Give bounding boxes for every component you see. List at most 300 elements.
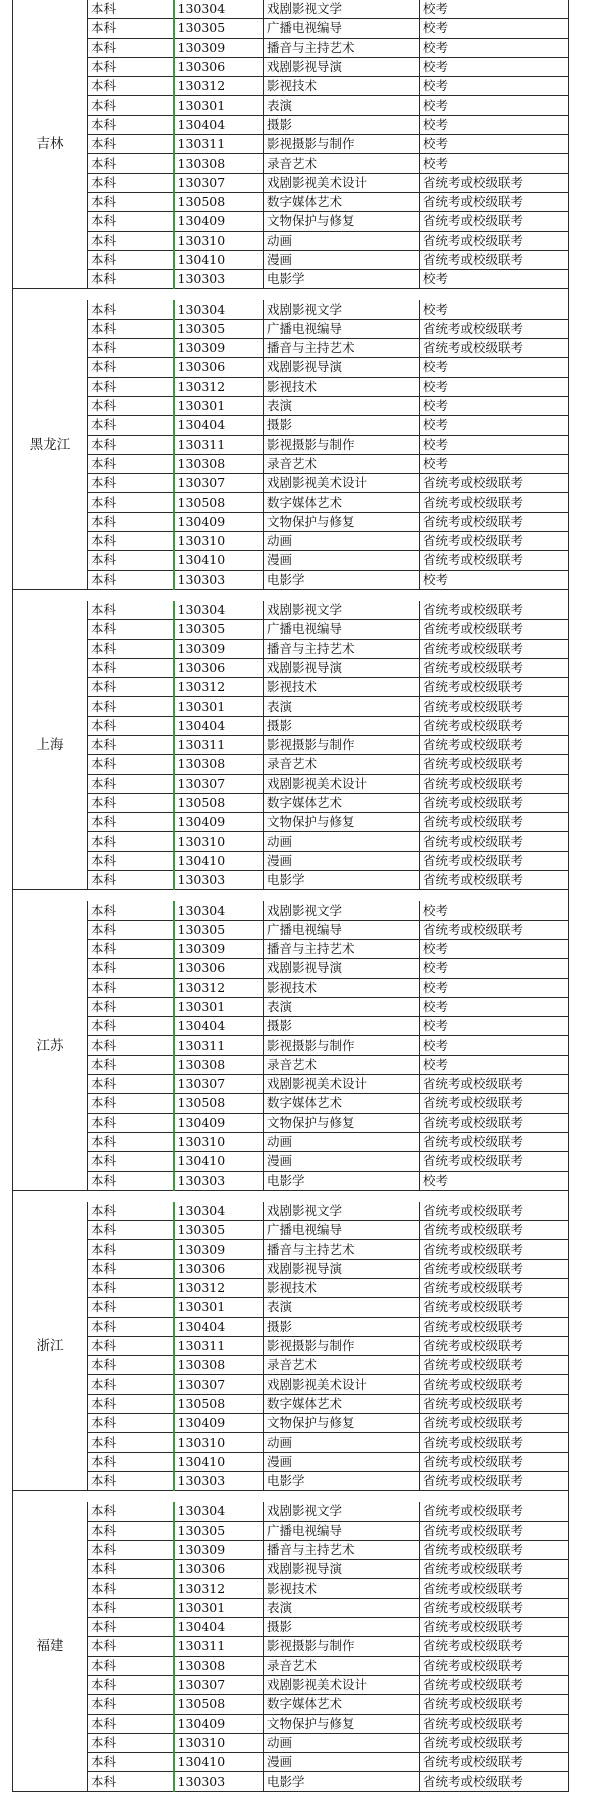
- table-row: [13, 1075, 569, 1094]
- level-cell: 本科: [88, 173, 174, 192]
- table-row: [13, 1336, 569, 1355]
- table-row: [13, 1036, 569, 1055]
- level-cell: 本科: [88, 1714, 174, 1733]
- level-cell: 本科: [88, 1298, 174, 1317]
- level-cell: 本科: [88, 512, 174, 531]
- exam-type-cell: 省统考或校级联考: [420, 1259, 569, 1278]
- table-row: [13, 1356, 569, 1375]
- level-cell: 本科: [88, 212, 174, 231]
- level-cell: 本科: [88, 57, 174, 76]
- table-row: [13, 377, 569, 396]
- level-cell: 本科: [88, 532, 174, 551]
- table-row: [13, 1094, 569, 1113]
- exam-type-cell: 省统考或校级联考: [420, 532, 569, 551]
- code-cell: 130310: [174, 1733, 264, 1752]
- major-name-cell: 漫画: [264, 250, 420, 269]
- table-row: [13, 212, 569, 231]
- level-cell: 本科: [88, 1521, 174, 1540]
- exam-type-cell: 校考: [420, 38, 569, 57]
- exam-type-cell: 省统考或校级联考: [420, 512, 569, 531]
- exam-type-cell: 省统考或校级联考: [420, 1113, 569, 1132]
- major-name-cell: 影视摄影与制作: [264, 1637, 420, 1656]
- level-cell: 本科: [88, 319, 174, 338]
- code-cell: 130305: [174, 1521, 264, 1540]
- major-name-cell: 戏剧影视导演: [264, 959, 420, 978]
- level-cell: 本科: [88, 1279, 174, 1298]
- level-cell: 本科: [88, 135, 174, 154]
- table-row: [13, 1152, 569, 1171]
- table-row: [13, 1375, 569, 1394]
- major-name-cell: 录音艺术: [264, 154, 420, 173]
- exam-type-cell: 省统考或校级联考: [420, 1317, 569, 1336]
- exam-type-cell: 校考: [420, 416, 569, 435]
- exam-type-cell: 省统考或校级联考: [420, 192, 569, 211]
- exam-type-cell: 省统考或校级联考: [420, 1452, 569, 1471]
- region-separator: [13, 589, 569, 601]
- exam-type-cell: 省统考或校级联考: [420, 1733, 569, 1752]
- major-name-cell: 广播电视编导: [264, 319, 420, 338]
- major-name-cell: 戏剧影视文学: [264, 901, 420, 920]
- major-name-cell: 文物保护与修复: [264, 1414, 420, 1433]
- exam-type-cell: 校考: [420, 154, 569, 173]
- code-cell: 130310: [174, 532, 264, 551]
- major-name-cell: 播音与主持艺术: [264, 639, 420, 658]
- level-cell: 本科: [88, 377, 174, 396]
- major-name-cell: 电影学: [264, 1471, 420, 1490]
- exam-type-cell: 省统考或校级联考: [420, 735, 569, 754]
- level-cell: 本科: [88, 454, 174, 473]
- level-cell: 本科: [88, 1336, 174, 1355]
- table-row: [13, 1618, 569, 1637]
- table-row: [13, 959, 569, 978]
- level-cell: 本科: [88, 1317, 174, 1336]
- level-cell: 本科: [88, 154, 174, 173]
- level-cell: 本科: [88, 755, 174, 774]
- code-cell: 130404: [174, 1618, 264, 1637]
- exam-type-cell: 校考: [420, 901, 569, 920]
- code-cell: 130404: [174, 716, 264, 735]
- exam-type-cell: 省统考或校级联考: [420, 1714, 569, 1733]
- table-row: [13, 1279, 569, 1298]
- major-name-cell: 戏剧影视文学: [264, 1202, 420, 1221]
- level-cell: 本科: [88, 620, 174, 639]
- major-name-cell: 戏剧影视美术设计: [264, 173, 420, 192]
- table-row: [13, 1695, 569, 1714]
- level-cell: 本科: [88, 658, 174, 677]
- exam-type-cell: 校考: [420, 115, 569, 134]
- level-cell: 本科: [88, 1656, 174, 1675]
- table-row: [13, 57, 569, 76]
- code-cell: 130307: [174, 1075, 264, 1094]
- major-name-cell: 数字媒体艺术: [264, 1094, 420, 1113]
- level-cell: 本科: [88, 716, 174, 735]
- table-row: [13, 319, 569, 338]
- code-cell: 130308: [174, 154, 264, 173]
- level-cell: 本科: [88, 1375, 174, 1394]
- exam-type-cell: 省统考或校级联考: [420, 1772, 569, 1791]
- major-name-cell: 摄影: [264, 1017, 420, 1036]
- major-name-cell: 录音艺术: [264, 1656, 420, 1675]
- exam-type-cell: 省统考或校级联考: [420, 832, 569, 851]
- level-cell: 本科: [88, 38, 174, 57]
- major-name-cell: 数字媒体艺术: [264, 793, 420, 812]
- exam-type-cell: 省统考或校级联考: [420, 678, 569, 697]
- exam-type-cell: 校考: [420, 978, 569, 997]
- level-cell: 本科: [88, 435, 174, 454]
- level-cell: 本科: [88, 358, 174, 377]
- code-cell: 130305: [174, 19, 264, 38]
- table-row: [13, 658, 569, 677]
- code-cell: 130305: [174, 620, 264, 639]
- major-name-cell: 录音艺术: [264, 1356, 420, 1375]
- level-cell: 本科: [88, 570, 174, 589]
- exam-type-cell: 省统考或校级联考: [420, 1471, 569, 1490]
- table-row: [13, 154, 569, 173]
- table-row: [13, 1394, 569, 1413]
- major-name-cell: 影视技术: [264, 678, 420, 697]
- table-row: [13, 270, 569, 289]
- table-row: [13, 339, 569, 358]
- code-cell: 130305: [174, 1221, 264, 1240]
- code-cell: 130307: [174, 1375, 264, 1394]
- code-cell: 130311: [174, 1336, 264, 1355]
- exam-type-cell: 省统考或校级联考: [420, 493, 569, 512]
- major-name-cell: 戏剧影视导演: [264, 1259, 420, 1278]
- code-cell: 130308: [174, 1356, 264, 1375]
- table-row: [13, 454, 569, 473]
- code-cell: 130409: [174, 813, 264, 832]
- code-cell: 130409: [174, 512, 264, 531]
- major-name-cell: 动画: [264, 231, 420, 250]
- code-cell: 130311: [174, 1637, 264, 1656]
- major-name-cell: 戏剧影视导演: [264, 358, 420, 377]
- code-cell: 130304: [174, 1202, 264, 1221]
- exam-type-cell: 省统考或校级联考: [420, 1560, 569, 1579]
- major-name-cell: 数字媒体艺术: [264, 1394, 420, 1413]
- major-name-cell: 戏剧影视导演: [264, 1560, 420, 1579]
- region-separator: [13, 1190, 569, 1202]
- level-cell: 本科: [88, 1394, 174, 1413]
- level-cell: 本科: [88, 1055, 174, 1074]
- table-row: [13, 1579, 569, 1598]
- major-name-cell: 表演: [264, 396, 420, 415]
- exam-type-cell: 校考: [420, 454, 569, 473]
- table-row: [13, 512, 569, 531]
- table-row: [13, 1202, 569, 1221]
- major-name-cell: 影视技术: [264, 978, 420, 997]
- table-row: [13, 19, 569, 38]
- table-row: [13, 755, 569, 774]
- code-cell: 130306: [174, 658, 264, 677]
- exam-type-cell: 省统考或校级联考: [420, 1356, 569, 1375]
- level-cell: 本科: [88, 396, 174, 415]
- major-name-cell: 数字媒体艺术: [264, 1695, 420, 1714]
- table-row: [13, 1171, 569, 1190]
- table-row: [13, 1298, 569, 1317]
- major-name-cell: 动画: [264, 832, 420, 851]
- exam-type-cell: 省统考或校级联考: [420, 1618, 569, 1637]
- table-row: [13, 493, 569, 512]
- major-name-cell: 影视摄影与制作: [264, 1036, 420, 1055]
- level-cell: 本科: [88, 1618, 174, 1637]
- table-row: [13, 1502, 569, 1521]
- level-cell: 本科: [88, 250, 174, 269]
- level-cell: 本科: [88, 77, 174, 96]
- exam-type-cell: 校考: [420, 57, 569, 76]
- code-cell: 130312: [174, 1279, 264, 1298]
- major-name-cell: 戏剧影视美术设计: [264, 1075, 420, 1094]
- code-cell: 130309: [174, 339, 264, 358]
- exam-type-cell: 校考: [420, 0, 569, 19]
- code-cell: 130410: [174, 1452, 264, 1471]
- table-row: [13, 978, 569, 997]
- major-name-cell: 播音与主持艺术: [264, 339, 420, 358]
- major-name-cell: 播音与主持艺术: [264, 1240, 420, 1259]
- code-cell: 130303: [174, 1171, 264, 1190]
- level-cell: 本科: [88, 1502, 174, 1521]
- code-cell: 130508: [174, 1094, 264, 1113]
- major-name-cell: 戏剧影视美术设计: [264, 774, 420, 793]
- table-row: [13, 939, 569, 958]
- table-row: [13, 774, 569, 793]
- region-name: 福建: [13, 1502, 88, 1791]
- level-cell: 本科: [88, 1579, 174, 1598]
- code-cell: 130305: [174, 319, 264, 338]
- exam-type-cell: 省统考或校级联考: [420, 1579, 569, 1598]
- major-name-cell: 动画: [264, 1433, 420, 1452]
- table-row: [13, 474, 569, 493]
- exam-type-cell: 省统考或校级联考: [420, 173, 569, 192]
- table-row: [13, 1055, 569, 1074]
- exam-type-cell: 校考: [420, 96, 569, 115]
- table-row: [13, 1240, 569, 1259]
- code-cell: 130301: [174, 1598, 264, 1617]
- code-cell: 130308: [174, 1656, 264, 1675]
- exam-type-cell: 省统考或校级联考: [420, 319, 569, 338]
- level-cell: 本科: [88, 1414, 174, 1433]
- exam-type-cell: 省统考或校级联考: [420, 1521, 569, 1540]
- table-row: [13, 231, 569, 250]
- code-cell: 130301: [174, 997, 264, 1016]
- code-cell: 130306: [174, 358, 264, 377]
- code-cell: 130301: [174, 396, 264, 415]
- exam-type-cell: 省统考或校级联考: [420, 601, 569, 620]
- level-cell: 本科: [88, 697, 174, 716]
- table-row: [13, 1656, 569, 1675]
- major-name-cell: 动画: [264, 1132, 420, 1151]
- table-body: [13, 0, 569, 1791]
- level-cell: 本科: [88, 678, 174, 697]
- major-name-cell: 影视摄影与制作: [264, 735, 420, 754]
- exam-type-cell: 校考: [420, 300, 569, 319]
- code-cell: 130310: [174, 1132, 264, 1151]
- code-cell: 130310: [174, 832, 264, 851]
- code-cell: 130312: [174, 978, 264, 997]
- table-row: [13, 1733, 569, 1752]
- table-row: [13, 851, 569, 870]
- table-row: [13, 1753, 569, 1772]
- exam-type-cell: 省统考或校级联考: [420, 1540, 569, 1559]
- level-cell: 本科: [88, 1152, 174, 1171]
- code-cell: 130307: [174, 1675, 264, 1694]
- table-row: [13, 570, 569, 589]
- exam-type-cell: 省统考或校级联考: [420, 1598, 569, 1617]
- exam-type-cell: 省统考或校级联考: [420, 871, 569, 890]
- exam-type-cell: 校考: [420, 1171, 569, 1190]
- table-row: [13, 1132, 569, 1151]
- table-row: [13, 697, 569, 716]
- table-row: [13, 1598, 569, 1617]
- table-row: [13, 901, 569, 920]
- exam-type-cell: 省统考或校级联考: [420, 920, 569, 939]
- exam-type-cell: 省统考或校级联考: [420, 1279, 569, 1298]
- region-name: 浙江: [13, 1202, 88, 1491]
- level-cell: 本科: [88, 1753, 174, 1772]
- exam-type-cell: 省统考或校级联考: [420, 1336, 569, 1355]
- code-cell: 130508: [174, 1394, 264, 1413]
- major-name-cell: 电影学: [264, 871, 420, 890]
- code-cell: 130409: [174, 1113, 264, 1132]
- exam-type-cell: 校考: [420, 358, 569, 377]
- major-name-cell: 影视技术: [264, 377, 420, 396]
- major-name-cell: 戏剧影视美术设计: [264, 1375, 420, 1394]
- level-cell: 本科: [88, 19, 174, 38]
- major-name-cell: 影视技术: [264, 77, 420, 96]
- level-cell: 本科: [88, 1075, 174, 1094]
- level-cell: 本科: [88, 1452, 174, 1471]
- code-cell: 130306: [174, 1259, 264, 1278]
- table-row: [13, 1521, 569, 1540]
- code-cell: 130301: [174, 1298, 264, 1317]
- major-name-cell: 戏剧影视美术设计: [264, 474, 420, 493]
- level-cell: 本科: [88, 1471, 174, 1490]
- code-cell: 130304: [174, 0, 264, 19]
- code-cell: 130303: [174, 1772, 264, 1791]
- level-cell: 本科: [88, 1356, 174, 1375]
- major-name-cell: 文物保护与修复: [264, 512, 420, 531]
- level-cell: 本科: [88, 1695, 174, 1714]
- level-cell: 本科: [88, 231, 174, 250]
- major-name-cell: 录音艺术: [264, 755, 420, 774]
- level-cell: 本科: [88, 1202, 174, 1221]
- region-name: 江苏: [13, 901, 88, 1190]
- major-name-cell: 播音与主持艺术: [264, 939, 420, 958]
- table-row: [13, 832, 569, 851]
- code-cell: 130309: [174, 639, 264, 658]
- level-cell: 本科: [88, 1598, 174, 1617]
- code-cell: 130508: [174, 1695, 264, 1714]
- table-row: [13, 1017, 569, 1036]
- code-cell: 130301: [174, 96, 264, 115]
- table-row: [13, 532, 569, 551]
- table-row: [13, 0, 569, 19]
- exam-type-cell: 省统考或校级联考: [420, 1394, 569, 1413]
- exam-type-cell: 校考: [420, 939, 569, 958]
- level-cell: 本科: [88, 551, 174, 570]
- major-name-cell: 广播电视编导: [264, 1221, 420, 1240]
- table-row: [13, 358, 569, 377]
- code-cell: 130306: [174, 959, 264, 978]
- exam-type-cell: 校考: [420, 1036, 569, 1055]
- exam-type-cell: 省统考或校级联考: [420, 1152, 569, 1171]
- major-name-cell: 电影学: [264, 1171, 420, 1190]
- exam-type-cell: 省统考或校级联考: [420, 1637, 569, 1656]
- major-name-cell: 表演: [264, 1298, 420, 1317]
- major-name-cell: 影视摄影与制作: [264, 135, 420, 154]
- major-name-cell: 电影学: [264, 270, 420, 289]
- code-cell: 130303: [174, 1471, 264, 1490]
- table-row: [13, 551, 569, 570]
- table-row: [13, 1317, 569, 1336]
- level-cell: 本科: [88, 1171, 174, 1190]
- code-cell: 130304: [174, 901, 264, 920]
- major-name-cell: 漫画: [264, 851, 420, 870]
- level-cell: 本科: [88, 493, 174, 512]
- exam-type-cell: 省统考或校级联考: [420, 1675, 569, 1694]
- table-row: [13, 1113, 569, 1132]
- major-name-cell: 电影学: [264, 570, 420, 589]
- exam-type-cell: 省统考或校级联考: [420, 474, 569, 493]
- major-name-cell: 数字媒体艺术: [264, 493, 420, 512]
- exam-type-cell: 省统考或校级联考: [420, 1433, 569, 1452]
- table-row: [13, 135, 569, 154]
- code-cell: 130304: [174, 1502, 264, 1521]
- exam-type-cell: 省统考或校级联考: [420, 639, 569, 658]
- major-name-cell: 摄影: [264, 416, 420, 435]
- major-name-cell: 戏剧影视导演: [264, 658, 420, 677]
- table-row: [13, 1433, 569, 1452]
- level-cell: 本科: [88, 813, 174, 832]
- major-name-cell: 摄影: [264, 716, 420, 735]
- code-cell: 130404: [174, 1317, 264, 1336]
- code-cell: 130309: [174, 1540, 264, 1559]
- major-name-cell: 表演: [264, 997, 420, 1016]
- exam-type-cell: 省统考或校级联考: [420, 716, 569, 735]
- major-name-cell: 摄影: [264, 1618, 420, 1637]
- exam-type-cell: 省统考或校级联考: [420, 658, 569, 677]
- code-cell: 130307: [174, 774, 264, 793]
- level-cell: 本科: [88, 997, 174, 1016]
- major-name-cell: 漫画: [264, 1452, 420, 1471]
- region-separator: [13, 1491, 569, 1503]
- major-name-cell: 表演: [264, 697, 420, 716]
- major-name-cell: 广播电视编导: [264, 19, 420, 38]
- table-row: [13, 871, 569, 890]
- major-name-cell: 戏剧影视文学: [264, 1502, 420, 1521]
- major-name-cell: 广播电视编导: [264, 1521, 420, 1540]
- table-row: [13, 678, 569, 697]
- code-cell: 130309: [174, 939, 264, 958]
- code-cell: 130404: [174, 1017, 264, 1036]
- level-cell: 本科: [88, 1540, 174, 1559]
- major-name-cell: 文物保护与修复: [264, 813, 420, 832]
- exam-type-cell: 校考: [420, 135, 569, 154]
- major-name-cell: 表演: [264, 96, 420, 115]
- exam-type-cell: 省统考或校级联考: [420, 1094, 569, 1113]
- major-name-cell: 播音与主持艺术: [264, 1540, 420, 1559]
- table-row: [13, 300, 569, 319]
- level-cell: 本科: [88, 1772, 174, 1791]
- code-cell: 130410: [174, 551, 264, 570]
- region-separator: [13, 890, 569, 902]
- table-row: [13, 1772, 569, 1791]
- code-cell: 130404: [174, 416, 264, 435]
- code-cell: 130311: [174, 435, 264, 454]
- exam-type-cell: 省统考或校级联考: [420, 1202, 569, 1221]
- table-row: [13, 1414, 569, 1433]
- code-cell: 130404: [174, 115, 264, 134]
- exam-type-cell: 省统考或校级联考: [420, 793, 569, 812]
